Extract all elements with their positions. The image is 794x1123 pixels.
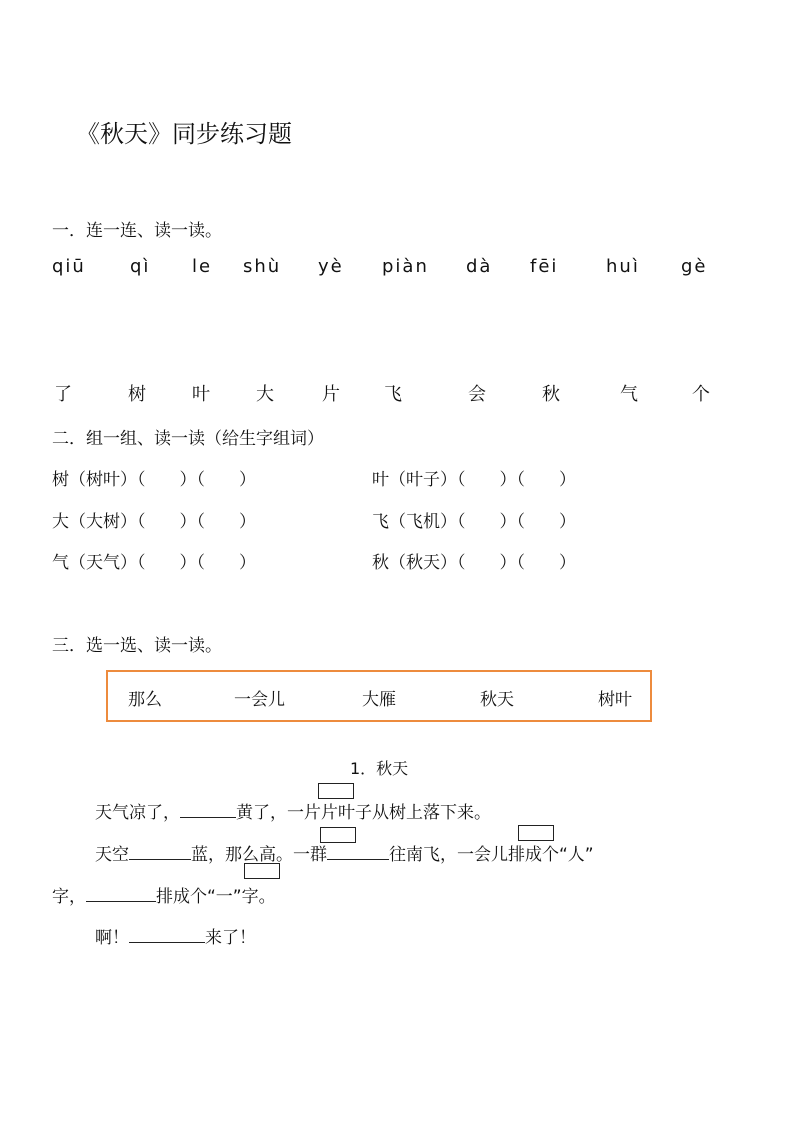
passage-text: 字， bbox=[52, 887, 86, 907]
passage-line bbox=[95, 923, 256, 948]
fill-blank[interactable] bbox=[129, 841, 191, 860]
section-3-heading: 三．选一选、读一读。 bbox=[52, 636, 222, 656]
fill-blank[interactable] bbox=[180, 799, 236, 818]
section-1-heading: 一．连一连、读一读。 bbox=[52, 221, 222, 241]
pinyin-item: shù bbox=[243, 256, 282, 277]
passage-line bbox=[95, 840, 594, 865]
character-item: 飞 bbox=[384, 384, 402, 405]
fill-blank[interactable] bbox=[327, 841, 389, 860]
word-group-row: 气（天气）（ ）（ ） bbox=[52, 553, 256, 573]
pinyin-item: qì bbox=[130, 256, 151, 277]
pinyin-item: dà bbox=[466, 256, 493, 277]
passage-line bbox=[95, 798, 491, 823]
marker-box bbox=[518, 825, 554, 841]
pinyin-item: piàn bbox=[382, 256, 429, 277]
word-bank-item: 大雁 bbox=[362, 690, 396, 710]
character-item: 气 bbox=[620, 384, 638, 405]
pinyin-item: le bbox=[192, 256, 213, 277]
pinyin-item: gè bbox=[681, 256, 708, 277]
pinyin-item: qiū bbox=[52, 256, 86, 277]
fill-blank[interactable] bbox=[129, 924, 205, 943]
passage-text: 天空 bbox=[95, 845, 129, 865]
character-item: 大 bbox=[256, 384, 274, 405]
word-bank-item: 秋天 bbox=[480, 690, 514, 710]
pinyin-item: fēi bbox=[530, 256, 559, 277]
character-item: 片 bbox=[322, 384, 340, 405]
word-group-row: 叶（叶子）（ ）（ ） bbox=[372, 470, 576, 490]
marker-box bbox=[320, 827, 356, 843]
word-group-row: 飞（飞机）（ ）（ ） bbox=[372, 512, 576, 532]
word-bank-item: 树叶 bbox=[598, 690, 632, 710]
section-2-heading: 二．组一组、读一读（给生字组词） bbox=[52, 429, 324, 449]
passage-line bbox=[52, 882, 276, 907]
passage-title: 1．秋天 bbox=[350, 759, 409, 778]
word-bank-item: 一会儿 bbox=[234, 690, 285, 710]
passage-text: 啊！ bbox=[95, 928, 129, 948]
fill-blank[interactable] bbox=[86, 883, 156, 902]
marker-box bbox=[244, 863, 280, 879]
passage-text: 天气凉了， bbox=[95, 803, 180, 823]
character-item: 秋 bbox=[542, 384, 560, 405]
character-item: 会 bbox=[468, 384, 486, 405]
passage-text: 排成个“一”字。 bbox=[156, 887, 276, 907]
passage-text: 蓝，那么高。一群 bbox=[191, 845, 327, 865]
word-group-row: 大（大树）（ ）（ ） bbox=[52, 512, 256, 532]
marker-box bbox=[318, 783, 354, 799]
word-group-row: 秋（秋天）（ ）（ ） bbox=[372, 553, 576, 573]
word-bank-item: 那么 bbox=[128, 690, 162, 710]
pinyin-item: yè bbox=[318, 256, 344, 277]
passage-text: 往南飞，一会儿排成个“人” bbox=[389, 845, 594, 865]
page-title: 《秋天》同步练习题 bbox=[76, 120, 292, 148]
word-group-row: 树（树叶）（ ）（ ） bbox=[52, 470, 256, 490]
character-item: 了 bbox=[54, 384, 72, 405]
character-item: 个 bbox=[692, 384, 710, 405]
pinyin-item: huì bbox=[606, 256, 640, 277]
passage-text: 黄了，一片片叶子从树上落下来。 bbox=[236, 803, 491, 823]
character-item: 叶 bbox=[192, 384, 210, 405]
character-item: 树 bbox=[128, 384, 146, 405]
passage-text: 来了！ bbox=[205, 928, 256, 948]
